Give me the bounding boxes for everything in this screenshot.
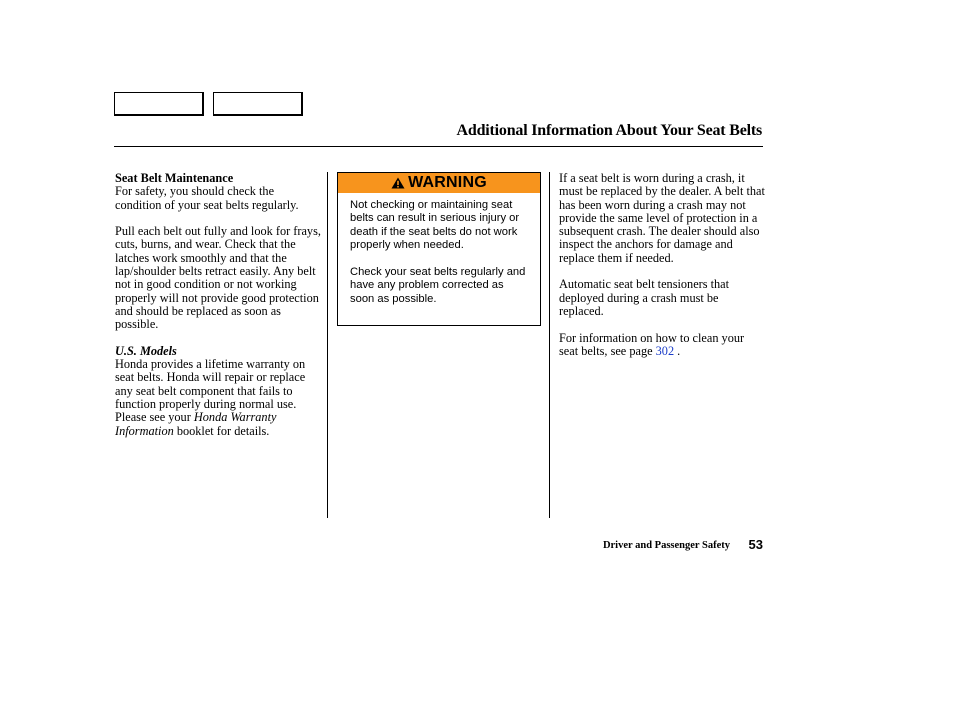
paragraph-warranty <box>115 358 323 438</box>
paragraph-tensioners: Automatic seat belt tensioners that deployed during a crash must be replaced. <box>559 277 730 318</box>
warning-paragraph-1: Not checking or maintaining seat belts can result in serious injury or death if the seat belts do not work properly when needed. <box>350 199 520 252</box>
title-divider <box>114 146 763 147</box>
page-number: 53 <box>748 537 763 552</box>
paragraph-inspection: Pull each belt out fully and look for frays, cuts, burns, and wear. Check that the latches work smoothly and that the lap/shoulder belts retract easily. Any belt not in good condition or not working properly will not provide good protection and should be replaced as soon as possible. <box>115 224 321 332</box>
paragraph-cleaning <box>559 332 765 359</box>
warranty-text-start: Honda provides a lifetime warranty on seat belts. Honda will repair or replace any seat belt component that fails to function properly during normal use. Please see your <box>115 357 306 425</box>
warning-header <box>338 173 540 193</box>
warning-body <box>338 193 540 306</box>
column-divider-right <box>549 172 550 518</box>
paragraph-replacement: If a seat belt is worn during a crash, it must be replaced by the dealer. A belt that has been worn during a crash may not provide the same level of protection in a subsequent crash. The dealer should also inspect the anchors for damage and replace them if needed. <box>559 171 765 265</box>
cleaning-text-end: . <box>674 343 681 358</box>
nav-button-prev[interactable] <box>114 92 204 116</box>
warning-triangle-icon <box>391 177 405 189</box>
warranty-booklet-title: Honda Warranty Information <box>115 410 277 438</box>
cleaning-text-start: For information on how to clean your seat belts, see page <box>559 330 745 358</box>
page-302-link[interactable]: 302 <box>655 343 675 358</box>
section-heading: Seat Belt Maintenance <box>115 171 234 185</box>
footer-section-label: Driver and Passenger Safety <box>602 540 730 551</box>
nav-button-next[interactable] <box>213 92 303 116</box>
paragraph-check-condition: For safety, you should check the condition of your seat belts regularly. <box>115 184 299 212</box>
warranty-text-end: booklet for details. <box>173 423 270 438</box>
warning-paragraph-2: Check your seat belts regularly and have any problem corrected as soon as possible. <box>350 266 526 305</box>
warning-label: WARNING <box>408 174 487 191</box>
warning-box <box>337 172 541 326</box>
page-title: Additional Information About Your Seat Belts <box>456 122 762 139</box>
left-column <box>115 172 323 451</box>
subheading-us-models: U.S. Models <box>115 343 177 358</box>
right-column <box>559 172 765 371</box>
column-divider-left <box>327 172 328 518</box>
